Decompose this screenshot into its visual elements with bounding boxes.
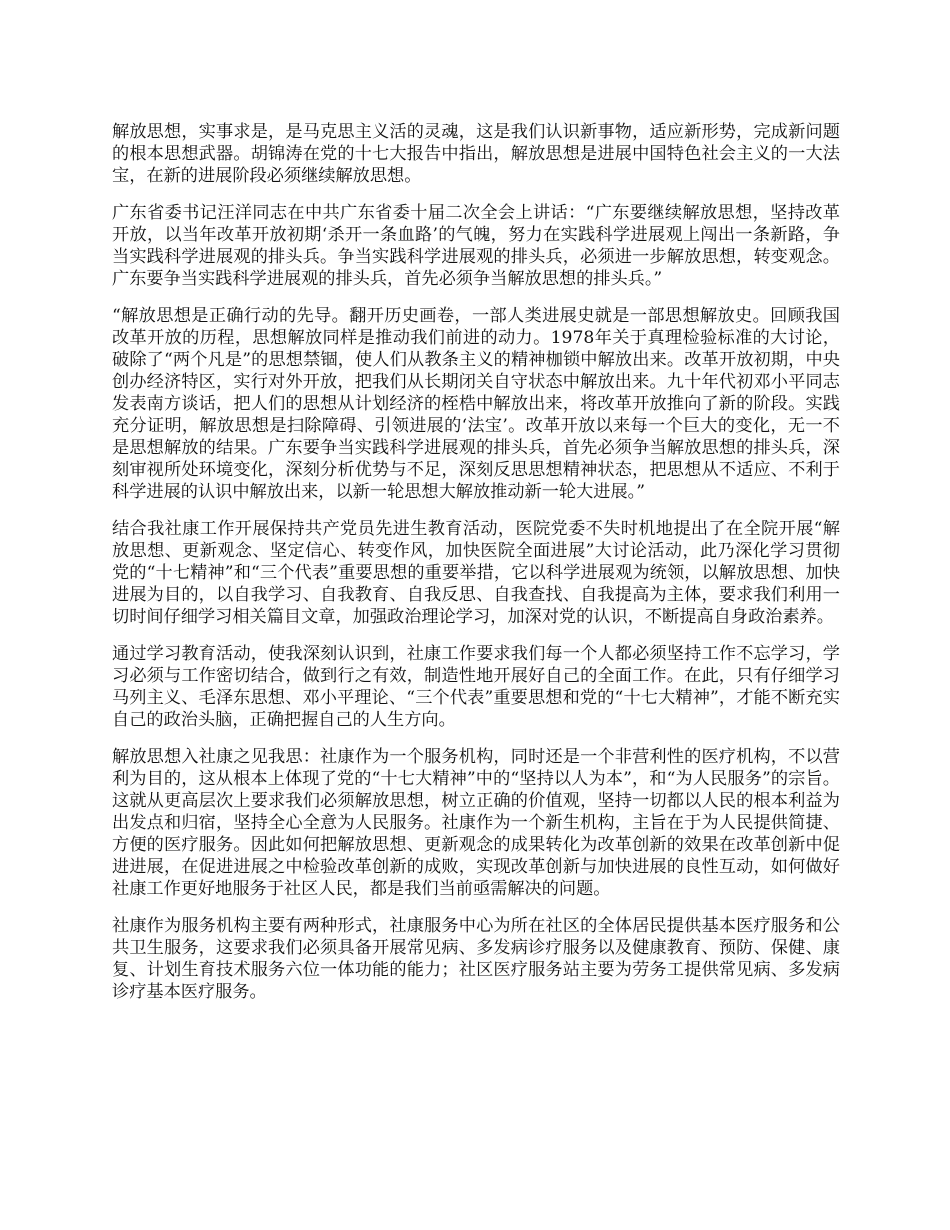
paragraph-2: 广东省委书记汪洋同志在中共广东省委十届二次全会上讲话：“广东要继续解放思想，坚持改革开放，以当年改革开放初期‘杀开一条血路’的气魄，努力在实践科学进展观上闯出一条新路，争当实践科学进展观的排头兵。争当实践科学进展观的排头兵，必须进一步解放思想，转变观念。广东要争当实践科学进展观的排头兵，首先必须争当解放思想的排头兵。” (112, 203, 840, 289)
paragraph-6: 解放思想入社康之见我思：社康作为一个服务机构，同时还是一个非营利性的医疗机构，不以营利为目的，这从根本上体现了党的“十七大精神”中的“坚持以人为本”，和“为人民服务”的宗旨。这就从更高层次上要求我们必须解放思想，树立正确的价值观，坚持一切都以人民的根本利益为出发点和归宿，坚持全心全意为人民服务。社康作为一个新生机构，主旨在于为人民提供简捷、方便的医疗服务。因此如何把解放思想、更新观念的成果转化为改革创新的效果在改革创新中促进进展，在促进进展之中检验改革创新的成败，实现改革创新与加快进展的良性互动，如何做好社康工作更好地服务于社区人民，都是我们当前亟需解决的问题。 (112, 747, 840, 899)
paragraph-5: 通过学习教育活动，使我深刻认识到，社康工作要求我们每一个人都必须坚持工作不忘学习，学习必须与工作密切结合，做到行之有效，制造性地开展好自己的全面工作。在此，只有仔细学习马列主义、毛泽东思想、邓小平理论、“三个代表”重要思想和党的“十七大精神”，才能不断充实自己的政治头脑，正确把握自己的人生方向。 (112, 644, 840, 730)
paragraph-7: 社康作为服务机构主要有两种形式，社康服务中心为所在社区的全体居民提供基本医疗服务和公共卫生服务，这要求我们必须具备开展常见病、多发病诊疗服务以及健康教育、预防、保健、康复、计划生育技术服务六位一体功能的能力；社区医疗服务站主要为劳务工提供常见病、多发病诊疗基本医疗服务。 (112, 916, 840, 1002)
paragraph-4: 结合我社康工作开展保持共产党员先进生教育活动，医院党委不失时机地提出了在全院开展“解放思想、更新观念、坚定信心、转变作风，加快医院全面进展”大讨论活动，此乃深化学习贯彻党的“十七精神”和“三个代表”重要思想的重要举措，它以科学进展观为统领，以解放思想、加快进展为目的，以自我学习、自我教育、自我反思、自我查找、自我提高为主体，要求我们利用一切时间仔细学习相关篇目文章，加强政治理论学习，加深对党的认识，不断提高自身政治素养。 (112, 519, 840, 627)
paragraph-3: “解放思想是正确行动的先导。翻开历史画卷，一部人类进展史就是一部思想解放史。回顾我国改革开放的历程，思想解放同样是推动我们前进的动力。1978年关于真理检验标准的大讨论，破除了“两个凡是”的思想禁锢，使人们从教条主义的精神枷锁中解放出来。改革开放初期，中央创办经济特区，实行对外开放，把我们从长期闭关自守状态中解放出来。九十年代初邓小平同志发表南方谈话，把人们的思想从计划经济的桎梏中解放出来，将改革开放推向了新的阶段。实践充分证明，解放思想是扫除障碍、引领进展的‘法宝’。改革开放以来每一个巨大的变化，无一不是思想解放的结果。广东要争当实践科学进展观的排头兵，首先必须争当解放思想的排头兵，深刻审视所处环境变化，深刻分析优势与不足，深刻反思思想精神状态，把思想从不适应、不利于科学进展的认识中解放出来，以新一轮思想大解放推动新一轮大进展。” (112, 306, 840, 502)
paragraph-1: 解放思想，实事求是，是马克思主义活的灵魂，这是我们认识新事物，适应新形势，完成新问题的根本思想武器。胡锦涛在党的十七大报告中指出，解放思想是进展中国特色社会主义的一大法宝，在新的进展阶段必须继续解放思想。 (112, 122, 840, 186)
